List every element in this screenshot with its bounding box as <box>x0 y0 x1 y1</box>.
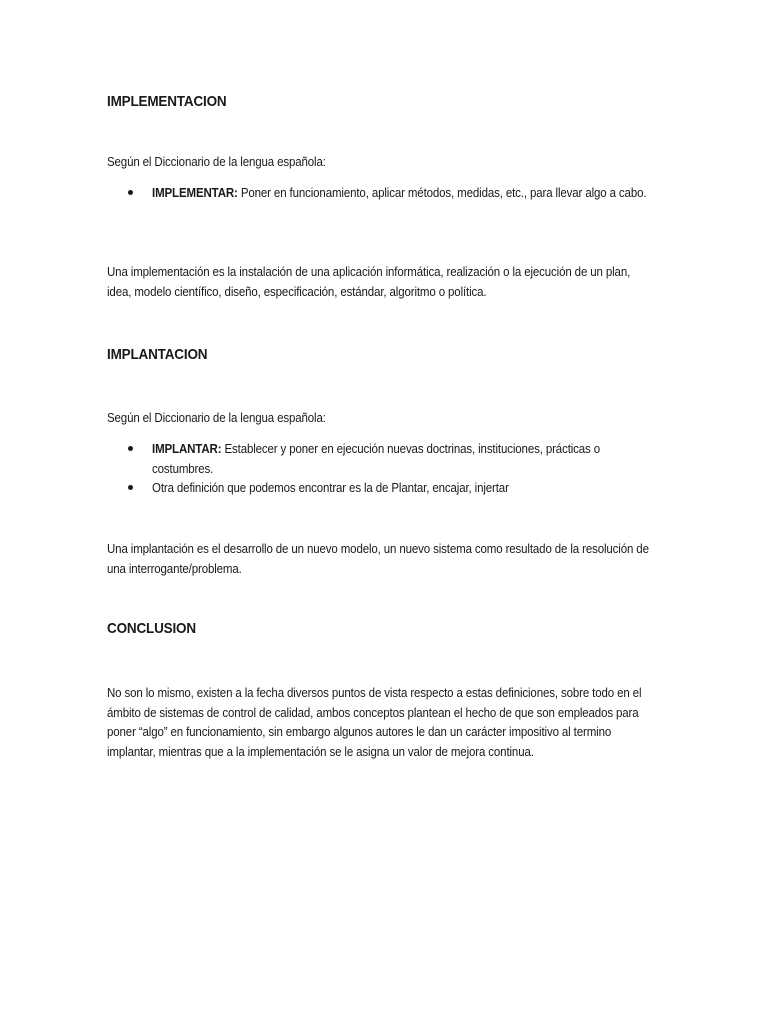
intro-implantacion <box>107 408 667 428</box>
intro-implementacion-text: Según el Diccionario de la lengua española: <box>107 154 326 169</box>
paragraph-conclusion <box>107 683 667 761</box>
bullet-list-implantacion <box>107 439 667 498</box>
term-implementar: IMPLEMENTAR: <box>152 185 238 200</box>
paragraph-implementacion <box>107 262 667 301</box>
paragraph-implementacion-text: Una implementación es la instalación de una aplicación informática, realización o la ejecución de un plan, idea, modelo científico, diseño, especificación, estándar, algoritmo o política. <box>107 264 631 299</box>
list-item-text: Otra definición que podemos encontrar es la de Plantar, encajar, injertar <box>152 480 509 495</box>
term-implantar: IMPLANTAR: <box>152 441 222 456</box>
list-item <box>107 439 667 478</box>
list-item <box>107 183 667 203</box>
list-item-text <box>152 439 660 478</box>
bullet-list-implementacion <box>107 183 667 203</box>
paragraph-implantacion <box>107 539 667 578</box>
definition-implantar: Establecer y poner en ejecución nuevas doctrinas, instituciones, prácticas o costumbres. <box>152 441 601 476</box>
intro-implementacion <box>107 152 667 172</box>
list-item-text <box>152 183 660 203</box>
intro-implantacion-text: Según el Diccionario de la lengua española: <box>107 410 326 425</box>
paragraph-implantacion-text: Una implantación es el desarrollo de un nuevo modelo, un nuevo sistema como resultado de la resolución de una interrogante/problema. <box>107 541 649 576</box>
heading-implantacion: IMPLANTACION <box>107 346 208 363</box>
definition-implementar: Poner en funcionamiento, aplicar métodos, medidas, etc., para llevar algo a cabo. <box>237 185 647 200</box>
paragraph-conclusion-text: No son lo mismo, existen a la fecha diversos puntos de vista respecto a estas definiciones, sobre todo en el ámbito de sistemas de control de calidad, ambos conceptos plantean el hecho de que son empleados para poner “algo” en funcionamiento, sin embargo algunos autores le dan un carácter impositivo al termino implantar, mientras que a la implementación se le asigna un valor de mejora continua. <box>107 685 642 759</box>
bullet-icon <box>128 485 133 490</box>
list-item <box>107 478 667 498</box>
bullet-icon <box>128 190 133 195</box>
heading-implementacion: IMPLEMENTACION <box>107 93 227 110</box>
bullet-icon <box>128 446 133 451</box>
heading-conclusion: CONCLUSION <box>107 620 196 637</box>
